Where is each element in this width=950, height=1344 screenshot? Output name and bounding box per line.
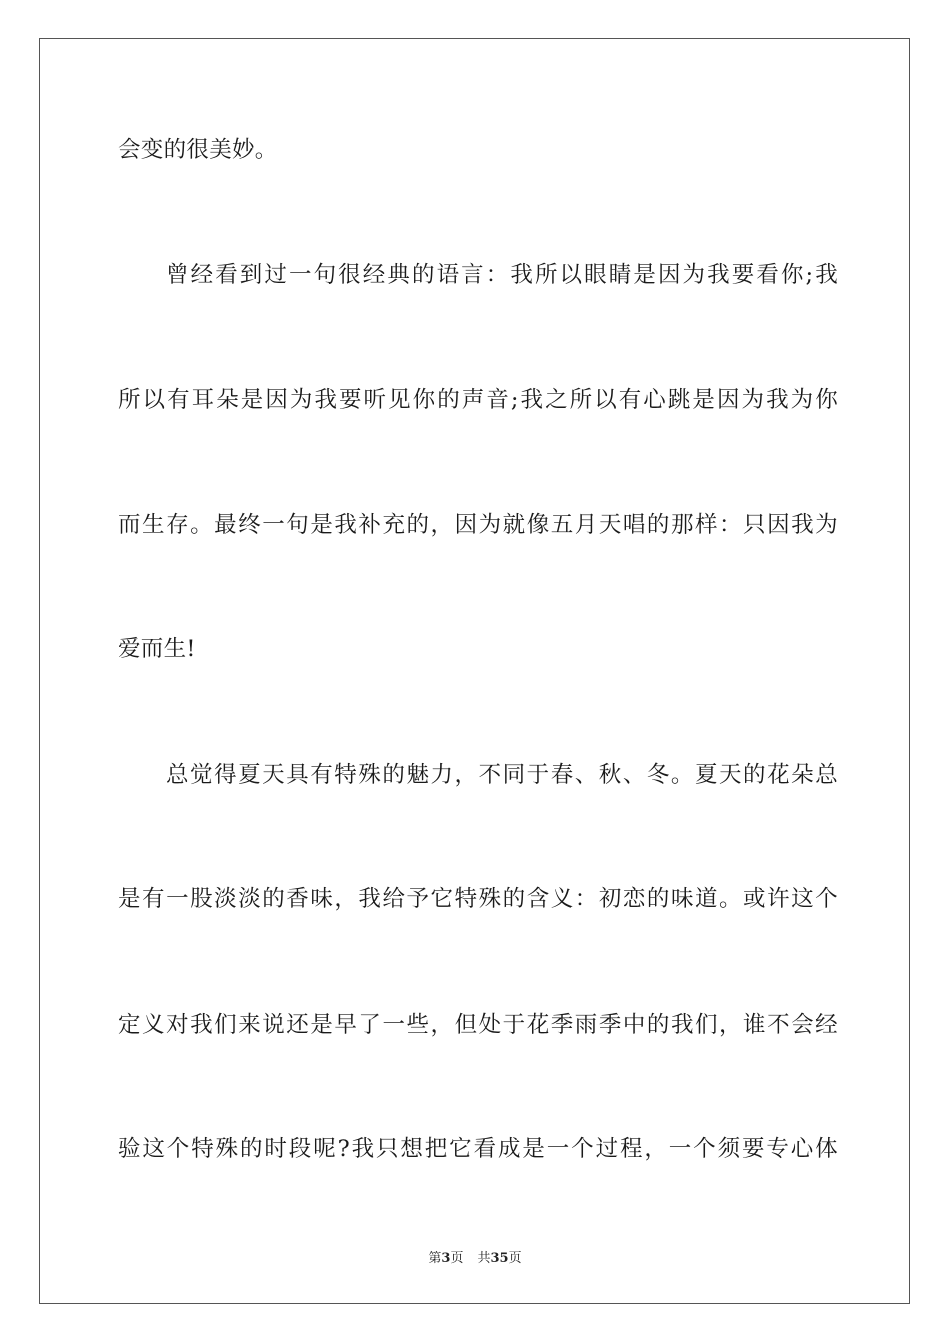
total-unit: 页 [508,1251,522,1266]
page-total: 35 [490,1251,509,1266]
text-line: 是有一股淡淡的香味，我给予它特殊的含义：初恋的味道。或许这个 [118,886,838,912]
page-footer [0,1247,950,1266]
text-line: 爱而生! [118,636,196,662]
text-line: 曾经看到过一句很经典的语言：我所以眼睛是因为我要看你;我 [166,262,838,288]
text-line: 总觉得夏天具有特殊的魅力，不同于春、秋、冬。夏天的花朵总 [166,762,838,788]
text-line: 会变的很美妙。 [118,137,278,163]
page-unit: 页 [450,1251,464,1266]
text-line: 验这个特殊的时段呢?我只想把它看成是一个过程，一个须要专心体 [118,1136,838,1162]
text-line: 所以有耳朵是因为我要听见你的声音;我之所以有心跳是因为我为你 [118,387,838,413]
text-line: 而生存。最终一句是我补充的，因为就像五月天唱的那样：只因我为 [118,512,838,538]
page-frame [39,38,910,1304]
text-line: 定义对我们来说还是早了一些，但处于花季雨季中的我们，谁不会经 [118,1012,838,1038]
page-number: 3 [441,1251,451,1266]
page-prefix: 第 [428,1251,442,1266]
total-prefix: 共 [477,1251,491,1266]
